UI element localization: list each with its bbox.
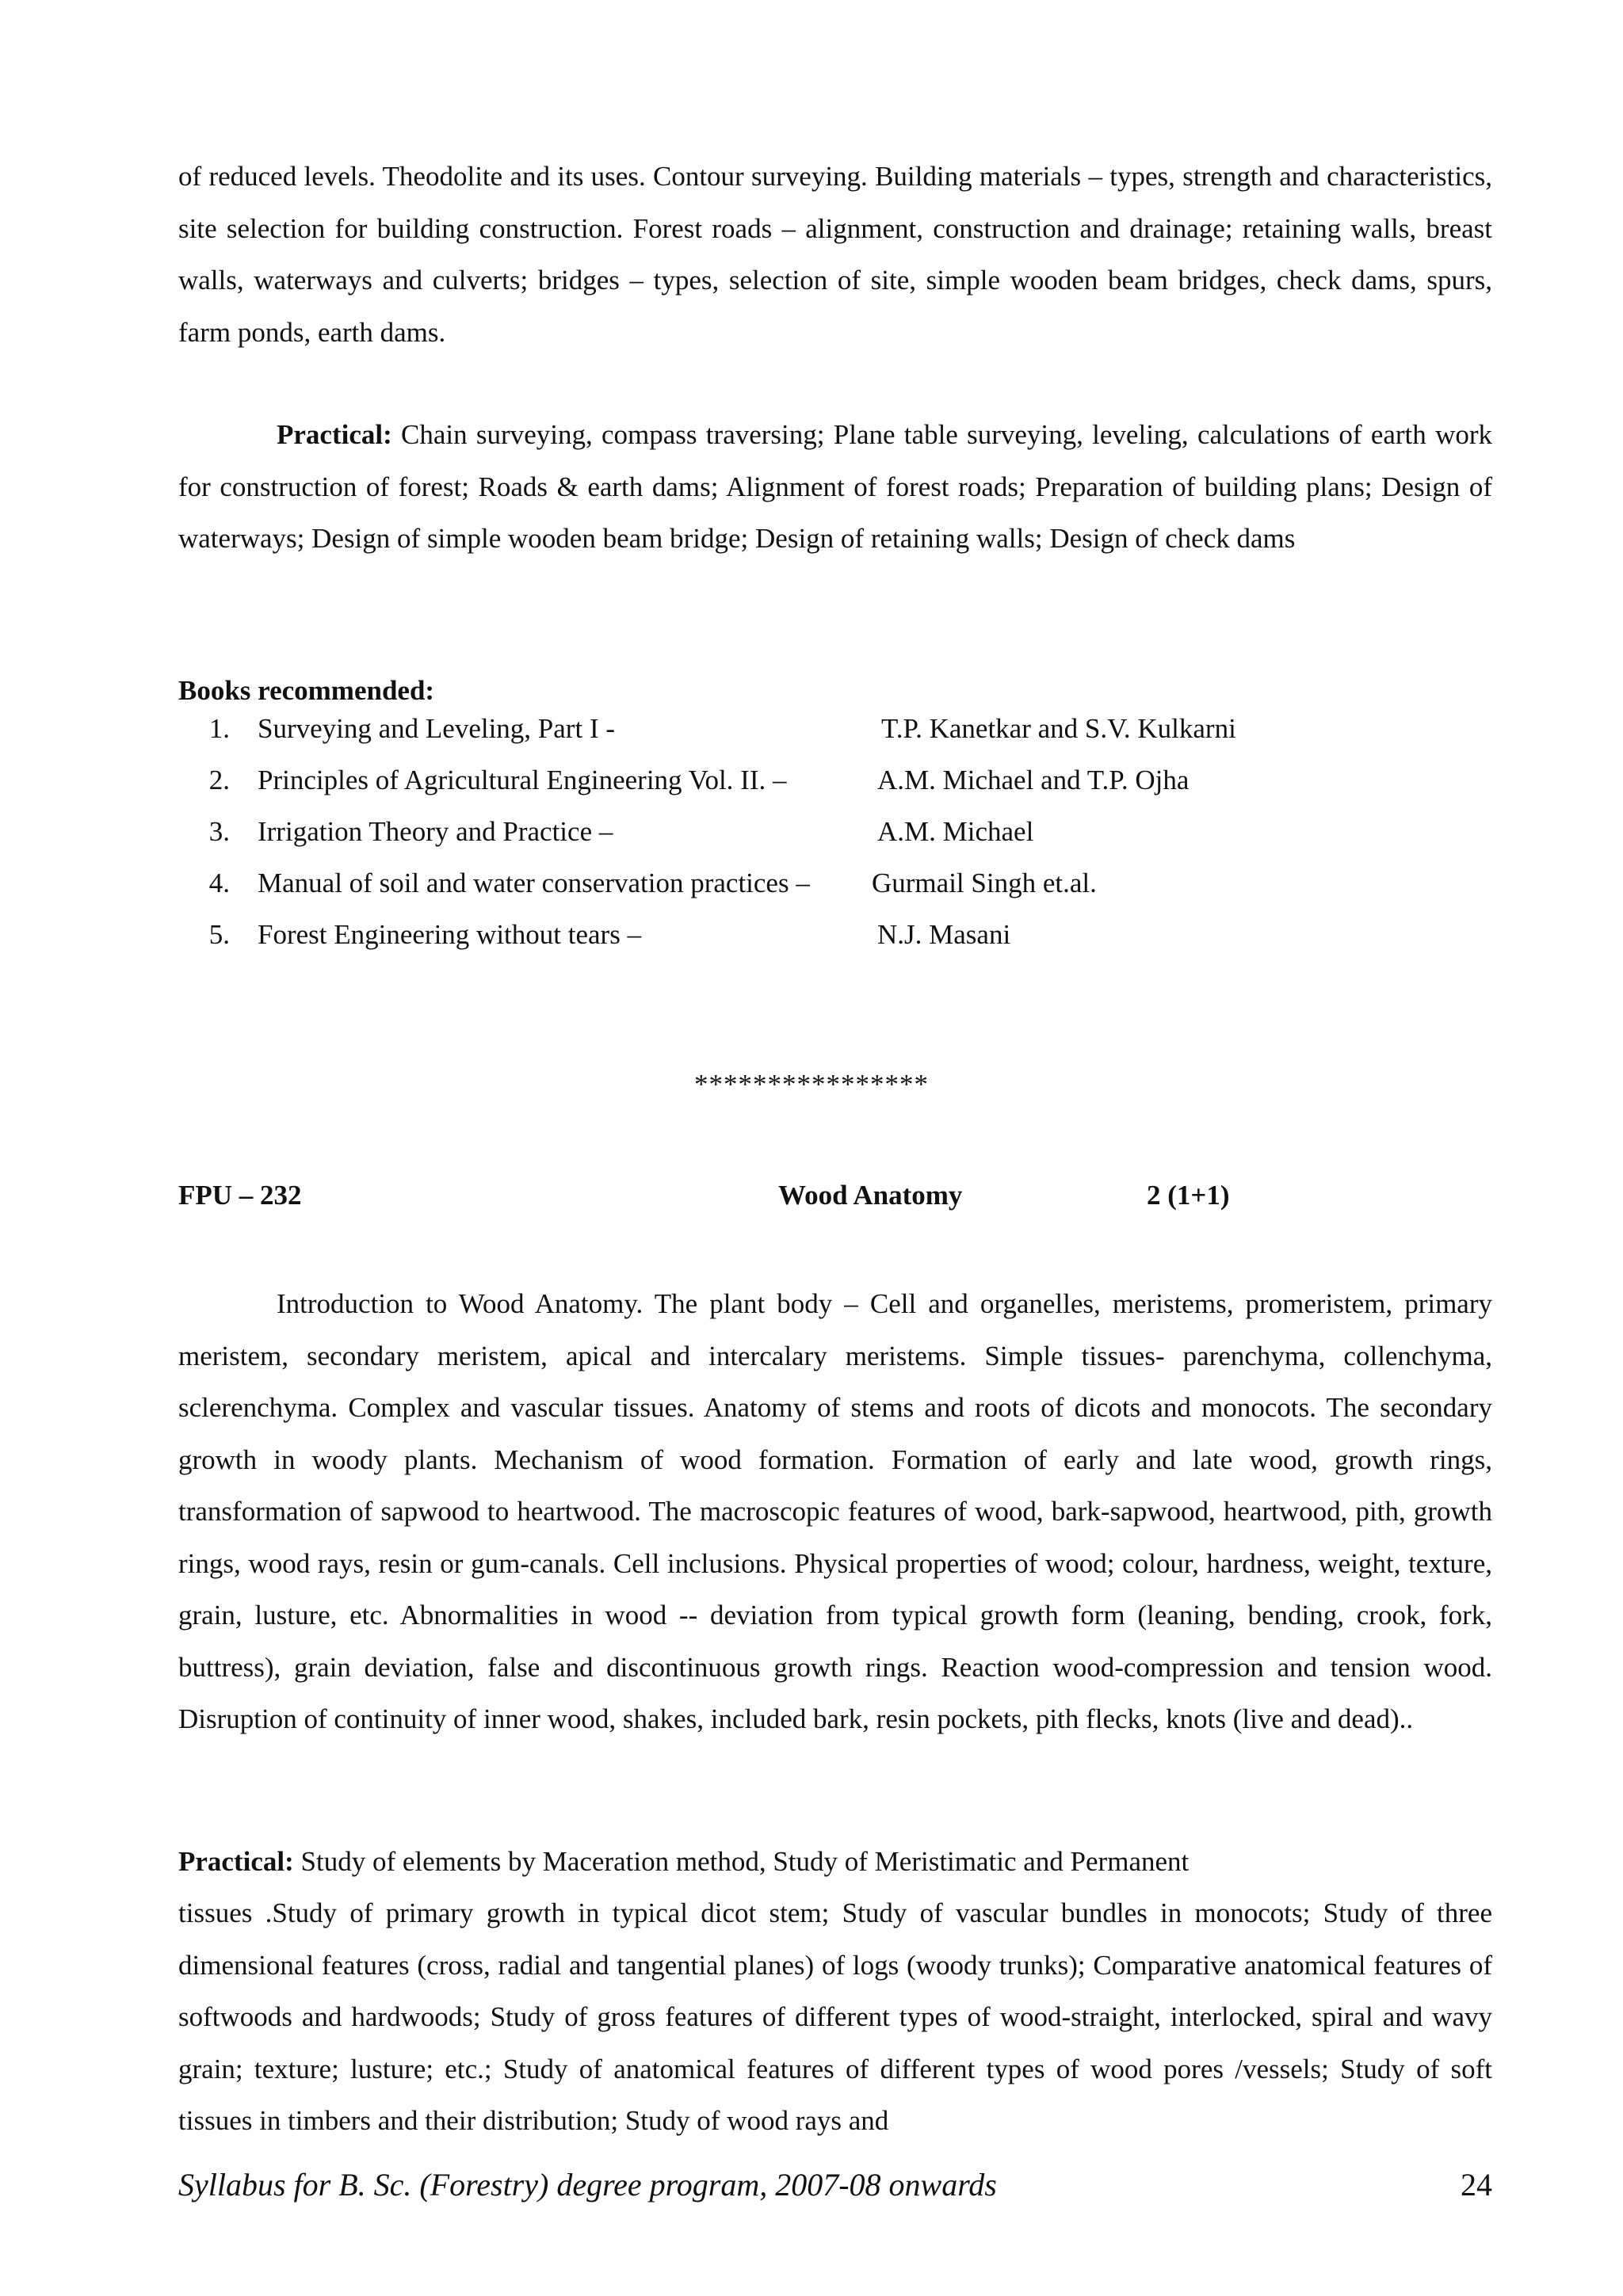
page-number: 24 [1461, 2167, 1492, 2203]
practical-label: Practical: [178, 1846, 294, 1877]
book-author: N.J. Masani [877, 919, 1011, 950]
book-number: 4. [208, 868, 230, 898]
course-credits: 2 (1+1) [1147, 1180, 1230, 1211]
book-author: A.M. Michael and T.P. Ojha [877, 765, 1190, 795]
book-number: 3. [208, 816, 230, 847]
intro-paragraph: of reduced levels. Theodolite and its uses. Contour surveying. Building materials – types, strength and characteristics, site selection for building construction. Forest roads – alignment, construction and drainage; retaining walls, breast walls, waterways and culverts; bridges – types, selection of site, simple wooden beam bridges, check dams, spurs, farm ponds, earth dams. [178, 161, 1492, 348]
book-title: Irrigation Theory and Practice – [258, 816, 613, 847]
practical-paragraph-surveying [178, 409, 1492, 565]
book-author: A.M. Michael [877, 816, 1034, 847]
book-title: Surveying and Leveling, Part I - [258, 713, 616, 744]
course-header [178, 1176, 1492, 1215]
practical-paragraph-wood-first-line [178, 1836, 1492, 1888]
course-title: Wood Anatomy [778, 1180, 963, 1211]
book-number: 1. [208, 713, 230, 744]
book-number: 5. [208, 919, 230, 950]
book-author: Gurmail Singh et.al. [872, 868, 1097, 898]
wood-anatomy-paragraph: Introduction to Wood Anatomy. The plant body – Cell and organelles, meristems, promeristem, primary meristem, secondary meristem, apical and intercalary meristems. Simple tissues- parenchyma, collenchyma, sclerenchyma. Complex and vascular tissues. Anatomy of stems and roots of dicots and monocots. The secondary growth in woody plants. Mechanism of wood formation. Formation of early and late wood, growth rings, transformation of sapwood to heartwood. The macroscopic features of wood, bark-sapwood, heartwood, pith, growth rings, wood rays, resin or gum-canals. Cell inclusions. Physical properties of wood; colour, hardness, weight, texture, grain, lusture, etc. Abnormalities in wood -- deviation from typical growth form (leaning, bending, crook, fork, buttress), grain deviation, false and discontinuous growth rings. Reaction wood-compression and tension wood. Disruption of continuity of inner wood, shakes, included bark, resin pockets, pith flecks, knots (live and dead).. [178, 1288, 1492, 1734]
book-title: Principles of Agricultural Engineering Vol. II. – [258, 765, 787, 795]
practical-text-line1: Study of elements by Maceration method, Study of Meristimatic and Permanent [293, 1846, 1190, 1877]
course-code: FPU – 232 [178, 1180, 302, 1211]
section-separator: **************** [694, 1069, 929, 1100]
books-recommended-heading: Books recommended: [178, 675, 435, 706]
book-title: Manual of soil and water conservation practices – [258, 868, 810, 898]
page-footer [178, 2161, 1492, 2209]
practical-label: Practical: [277, 419, 392, 450]
practical-text: Chain surveying, compass traversing; Plane table surveying, leveling, calculations of earth work for construction of forest; Roads & earth dams; Alignment of forest roads; Preparation of building plans; Design of waterways; Design of simple wooden beam bridge; Design of retaining walls; Design of check dams [178, 419, 1492, 554]
book-number: 2. [208, 765, 230, 795]
practical-paragraph-wood-rest: tissues .Study of primary growth in typical dicot stem; Study of vascular bundles in monocots; Study of three dimensional features (cross, radial and tangential planes) of logs (woody trunks); Comparative anatomical features of softwoods and hardwoods; Study of gross features of different types of wood-straight, interlocked, spiral and wavy grain; texture; lusture; etc.; Study of anatomical features of different types of wood pores /vessels; Study of soft tissues in timbers and their distribution; Study of wood rays and [178, 1897, 1492, 2136]
book-author: T.P. Kanetkar and S.V. Kulkarni [881, 713, 1236, 744]
book-title: Forest Engineering without tears – [258, 919, 642, 950]
footer-text: Syllabus for B. Sc. (Forestry) degree program, 2007-08 onwards [178, 2167, 997, 2203]
